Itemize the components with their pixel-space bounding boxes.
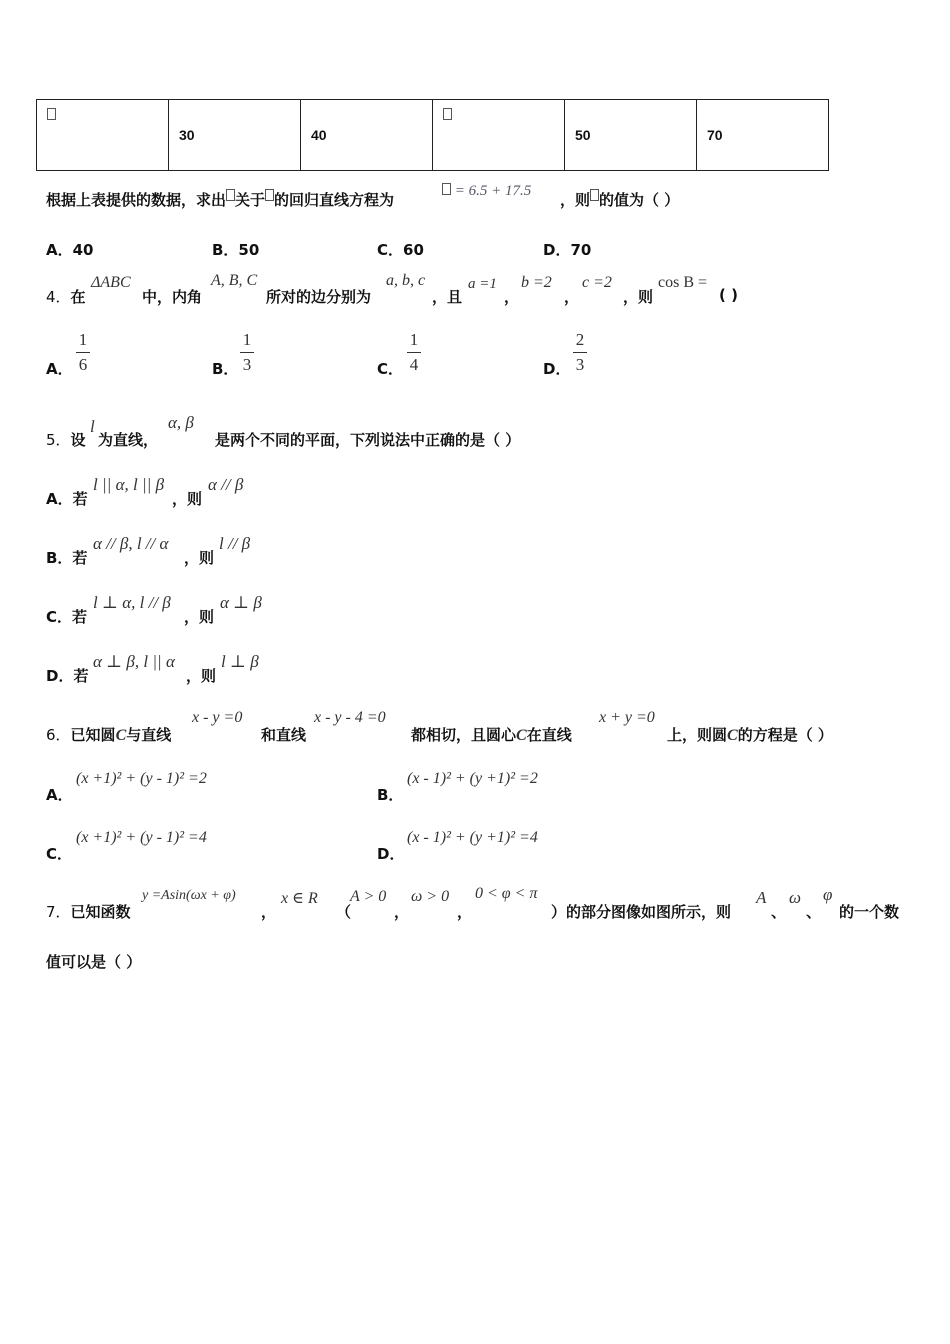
q4-math: a, b, c — [386, 272, 426, 289]
q4-option-d[interactable]: D． — [543, 360, 571, 378]
q5-math: α, β — [168, 413, 194, 432]
q5-option-a[interactable]: A．若 — [46, 490, 88, 508]
data-table — [36, 99, 829, 171]
circle-c: C — [516, 727, 527, 744]
q3-stem-end — [560, 189, 679, 210]
q6-math: x + y =0 — [599, 709, 655, 726]
question-number: 7． — [46, 903, 71, 921]
q5-text: ，则 — [184, 549, 215, 567]
q5-text: 设 — [70, 431, 86, 449]
denominator: 3 — [242, 355, 252, 374]
q5-option-d[interactable]: D．若 — [46, 667, 89, 685]
fraction-bar — [407, 352, 421, 353]
placeholder-glyph-icon — [265, 189, 274, 201]
q4-text: ， — [564, 288, 580, 306]
denominator: 6 — [78, 355, 88, 374]
q6-text: 都相切，且圆心 — [411, 726, 517, 744]
regression-equation — [442, 183, 531, 200]
q3-text: ，则 — [560, 191, 591, 209]
q6-option-d-equation: (x - 1)² + (y +1)² =4 — [407, 829, 538, 846]
q4-math: c =2 — [582, 274, 612, 291]
q5-text: 为直线， — [98, 431, 159, 449]
q5-option-b-condition: α // β, l // α — [93, 534, 169, 553]
q4-option-b[interactable]: B． — [212, 360, 239, 378]
q3-option-b[interactable]: B．50 — [212, 241, 260, 259]
q3-stem — [46, 189, 394, 210]
q7-math: ω > 0 — [411, 888, 450, 905]
table-cell: 50 — [565, 100, 697, 171]
q3-option-c[interactable]: C．60 — [377, 241, 424, 259]
question-number: 5． — [46, 431, 71, 449]
q6-option-a-equation: (x +1)² + (y - 1)² =2 — [76, 770, 207, 787]
fraction-bar — [573, 352, 587, 353]
q7-math: y =Asin(ωx + φ) — [142, 888, 236, 903]
q7-math: φ — [823, 885, 833, 904]
q6-option-c-equation: (x +1)² + (y - 1)² =4 — [76, 829, 207, 846]
q3-option-d[interactable]: D．70 — [543, 241, 592, 259]
q4-math: A, B, C — [211, 272, 258, 289]
q7-math: ω — [789, 888, 802, 907]
q3-text: 关于 — [235, 191, 266, 209]
fraction-bar — [76, 352, 90, 353]
q5-option-c-condition: l ⊥ α, l // β — [93, 593, 171, 612]
numerator: 1 — [242, 330, 252, 349]
q5-math: l — [90, 417, 95, 436]
q4-text: ，则 — [623, 288, 654, 306]
q4-option-a-fraction — [76, 330, 90, 375]
numerator: 2 — [575, 330, 585, 349]
q7-text: （ — [336, 903, 352, 921]
q5-text: ，则 — [186, 667, 217, 685]
q7-text: 的一个数 — [839, 903, 900, 921]
q6-option-a[interactable]: A． — [46, 786, 73, 804]
placeholder-glyph-icon — [226, 189, 235, 201]
q5-option-d-condition: α ⊥ β, l || α — [93, 652, 175, 671]
table-cell: 70 — [697, 100, 829, 171]
q5-option-c-result: α ⊥ β — [220, 593, 262, 612]
circle-c: C — [115, 727, 127, 744]
q6-text: 和直线 — [261, 726, 307, 744]
q6-end — [667, 724, 833, 745]
q7-text: 、 — [806, 903, 822, 921]
q6-lead — [46, 724, 171, 745]
q4-text: 中，内角 — [142, 288, 203, 306]
table-row — [37, 100, 829, 171]
denominator: 4 — [409, 355, 419, 374]
q4-math: cos B = — [658, 274, 708, 291]
q6-mid — [411, 724, 572, 745]
q6-math: x - y - 4 =0 — [314, 709, 386, 726]
q4-text: 在 — [70, 288, 86, 306]
table-cell: 40 — [301, 100, 433, 171]
q4-text: ( ) — [719, 286, 738, 304]
q4-text: ，且 — [432, 288, 463, 306]
q5-option-b-result: l // β — [219, 534, 251, 553]
q4-option-d-fraction — [573, 330, 587, 375]
q3-option-a[interactable]: A．40 — [46, 241, 94, 259]
placeholder-glyph-icon — [47, 108, 56, 120]
q7-math: 0 < φ < π — [475, 885, 538, 902]
q4-text: ， — [504, 288, 520, 306]
q3-text: 的值为（ ） — [599, 191, 680, 209]
q4-math: a =1 — [468, 276, 497, 292]
q7-text: 已知函数 — [70, 903, 131, 921]
q6-text: 上，则圆 — [667, 726, 728, 744]
fraction-bar — [240, 352, 254, 353]
q4-number — [46, 286, 86, 307]
q5-option-a-result: α // β — [208, 475, 244, 494]
q7-math: A > 0 — [350, 888, 387, 905]
regression-equation-text: = 6.5 + 17.5 — [454, 183, 532, 199]
q7-text: ， — [457, 903, 473, 921]
q6-text: 的方程是（ ） — [737, 726, 833, 744]
placeholder-glyph-icon — [443, 108, 452, 120]
q6-option-b-equation: (x - 1)² + (y +1)² =2 — [407, 770, 538, 787]
question-number: 6． — [46, 726, 71, 744]
q6-option-d[interactable]: D． — [377, 845, 405, 863]
q5-option-a-condition: l || α, l || β — [93, 475, 165, 494]
numerator: 1 — [78, 330, 88, 349]
question-number: 4． — [46, 288, 71, 306]
q5-lead — [46, 429, 86, 450]
table-cell-x-header — [37, 100, 169, 171]
q6-option-b[interactable]: B． — [377, 786, 404, 804]
numerator: 1 — [409, 330, 419, 349]
q4-text: 所对的边分别为 — [266, 288, 372, 306]
q6-text: 与直线 — [126, 726, 172, 744]
circle-c: C — [727, 727, 738, 744]
q7-math: x ∈ R — [281, 890, 318, 907]
q5-text: 是两个不同的平面，下列说法中正确的是（ ） — [215, 431, 521, 449]
q4-math: ΔABC — [91, 274, 131, 291]
q4-option-c-fraction — [407, 330, 421, 375]
q5-option-c[interactable]: C．若 — [46, 608, 88, 626]
q3-text: 根据上表提供的数据，求出 — [46, 191, 227, 209]
q4-option-b-fraction — [240, 330, 254, 375]
q6-option-c[interactable]: C． — [46, 845, 73, 863]
q6-text: 已知圆 — [70, 726, 116, 744]
q7-text: ， — [394, 903, 410, 921]
q4-math: b =2 — [521, 274, 552, 291]
q5-text: ，则 — [184, 608, 215, 626]
q7-text: ， — [261, 903, 277, 921]
q5-text: ，则 — [172, 490, 203, 508]
q5-option-b[interactable]: B．若 — [46, 549, 88, 567]
q4-option-c[interactable]: C． — [377, 360, 404, 378]
q5-option-d-result: l ⊥ β — [221, 652, 259, 671]
q6-math: x - y =0 — [192, 709, 243, 726]
q7-text: 、 — [771, 903, 787, 921]
q7-math: A — [756, 888, 767, 907]
q6-text: 在直线 — [526, 726, 572, 744]
table-cell: 30 — [169, 100, 301, 171]
denominator: 3 — [575, 355, 585, 374]
placeholder-glyph-icon — [590, 189, 599, 201]
q7-text: ）的部分图像如图所示，则 — [551, 903, 732, 921]
q7-lead — [46, 901, 131, 922]
q4-option-a[interactable]: A． — [46, 360, 73, 378]
q7-text-line2: 值可以是（ ） — [46, 953, 142, 971]
q3-text: 的回归直线方程为 — [274, 191, 395, 209]
placeholder-glyph-icon — [442, 183, 451, 195]
table-cell-y-header — [433, 100, 565, 171]
